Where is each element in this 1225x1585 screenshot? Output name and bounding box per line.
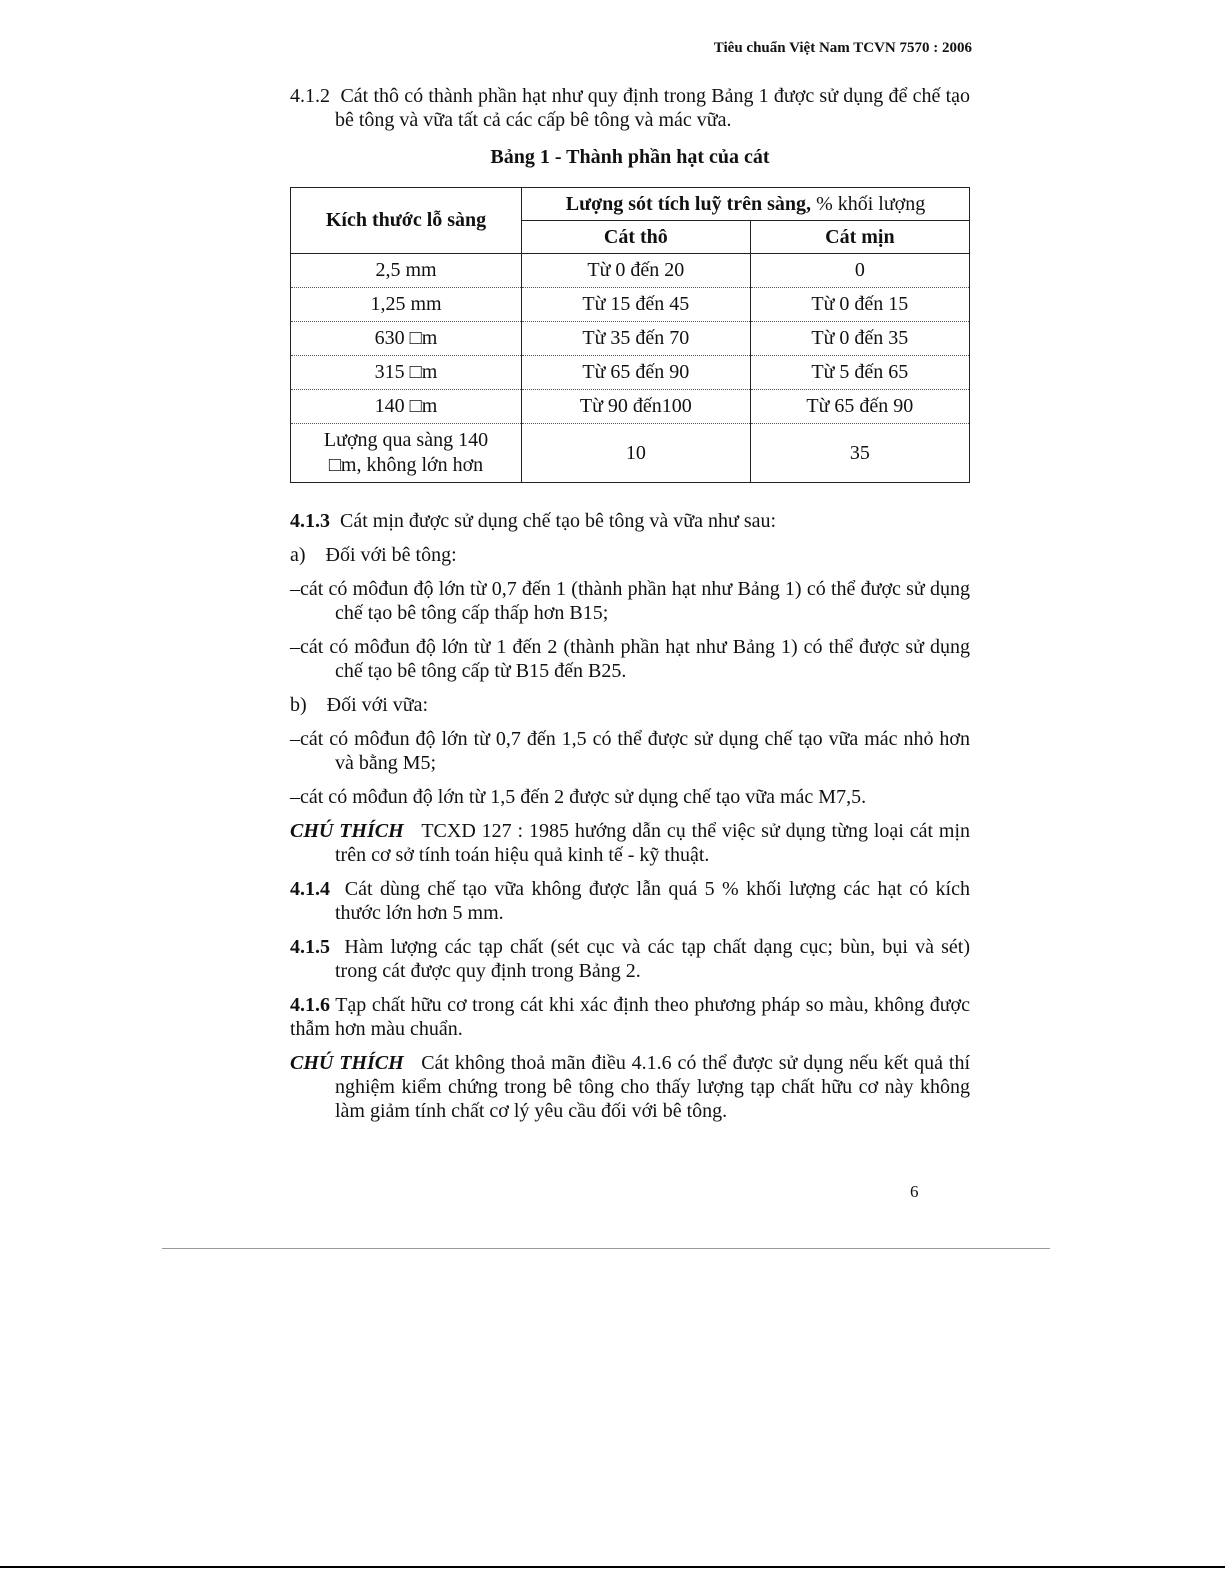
table-row (291, 390, 970, 424)
cell-line: Lượng qua sàng 140 (323, 429, 489, 451)
clause-text: Cát thô có thành phần hạt như quy định trong Bảng 1 được sử dụng để chế tạo bê tông và vữa tất cả các cấp bê tông và mác vữa. (335, 85, 971, 131)
table-cell: Từ 0 đến 15 (750, 288, 969, 322)
document-header: Tiêu chuẩn Việt Nam TCVN 7570 : 2006 (713, 40, 972, 56)
list-text: Đối với bê tông: (325, 544, 457, 566)
table-row (291, 356, 970, 390)
table-cell: 630 □m (291, 322, 522, 356)
clause-text: Cát dùng chế tạo vữa không được lẫn quá 5 % khối lượng các hạt có kích thước lớn hơn 5 mm. (335, 878, 970, 924)
table-cell: Từ 35 đến 70 (522, 322, 751, 356)
clause-4-1-2 (290, 84, 970, 132)
table-cell: Từ 5 đến 65 (750, 356, 969, 390)
table-cell: 0 (750, 254, 969, 288)
clause-text: Cát mịn được sử dụng chế tạo bê tông và vữa như sau: (340, 510, 777, 532)
dash-item: –cát có môđun độ lớn từ 0,7 đến 1 (thành phần hạt như Bảng 1) có thể được sử dụng chế tạo bê tông cấp thấp hơn B15; (290, 578, 970, 624)
table-cell: 35 (750, 424, 969, 483)
table-cell: Từ 65 đến 90 (522, 356, 751, 390)
footer-divider (162, 1248, 1050, 1249)
table-cell: 2,5 mm (291, 254, 522, 288)
table-cell: Từ 90 đến100 (522, 390, 751, 424)
note-text: TCXD 127 : 1985 hướng dẫn cụ thể việc sử dụng từng loại cát mịn trên cơ sở tính toán hiệu quả kinh tế - kỹ thuật. (335, 820, 970, 866)
note-1 (290, 819, 970, 867)
group-header-unit: % khối lượng (816, 192, 926, 215)
clause-4-1-5 (290, 935, 970, 983)
clause-number: 4.1.3 (290, 510, 330, 532)
note-label: CHÚ THÍCH (290, 820, 404, 842)
list-item-a (290, 543, 970, 567)
page-bottom-edge (0, 1566, 1225, 1568)
table-cell (291, 424, 522, 483)
table-row (291, 322, 970, 356)
clause-4-1-4 (290, 877, 970, 925)
table-cell: 10 (522, 424, 751, 483)
table-caption: Bảng 1 - Thành phần hạt của cát (490, 146, 770, 168)
col-header-coarse-sand: Cát thô (522, 221, 751, 254)
table-row (291, 254, 970, 288)
table-cell: Từ 65 đến 90 (750, 390, 969, 424)
clause-number: 4.1.6 (290, 994, 330, 1016)
table-cell: Từ 15 đến 45 (522, 288, 751, 322)
list-label: a) (290, 544, 306, 566)
table-cell: Từ 0 đến 20 (522, 254, 751, 288)
table-cell: 315 □m (291, 356, 522, 390)
clause-number: 4.1.5 (290, 936, 330, 958)
clause-4-1-3 (290, 509, 970, 533)
clause-number: 4.1.4 (290, 878, 330, 900)
table-cell: 140 □m (291, 390, 522, 424)
dash-item: –cát có môđun độ lớn từ 1,5 đến 2 được sử dụng chế tạo vữa mác M7,5. (290, 786, 867, 808)
table-row (291, 424, 970, 483)
cell-line: □m, không lớn hơn (328, 454, 484, 476)
page-number: 6 (910, 1182, 919, 1201)
dash-item: –cát có môđun độ lớn từ 0,7 đến 1,5 có thể được sử dụng chế tạo vữa mác nhỏ hơn và bằng M5; (290, 728, 970, 774)
table-cell: 1,25 mm (291, 288, 522, 322)
list-item-b (290, 693, 970, 717)
page-content (290, 84, 970, 1133)
dash-item: –cát có môđun độ lớn từ 1 đến 2 (thành phần hạt như Bảng 1) có thể được sử dụng chế tạo bê tông cấp từ B15 đến B25. (290, 636, 970, 682)
list-text: Đối với vữa: (326, 694, 429, 716)
note-2 (290, 1051, 970, 1123)
table-row (291, 288, 970, 322)
note-label: CHÚ THÍCH (290, 1052, 404, 1074)
clause-number: 4.1.2 (290, 85, 330, 107)
list-label: b) (290, 694, 307, 716)
group-header-cumulative-residue (522, 188, 970, 221)
note-text: Cát không thoả mãn điều 4.1.6 có thể được sử dụng nếu kết quả thí nghiệm kiểm chứng trong bê tông cho thấy lượng tạp chất hữu cơ này không làm giảm tính chất cơ lý yêu cầu đối với bê tông. (335, 1052, 971, 1122)
clause-4-1-6 (290, 993, 970, 1041)
col-header-sieve-size: Kích thước lỗ sàng (291, 188, 522, 254)
table-cell: Từ 0 đến 35 (750, 322, 969, 356)
clause-text: Tạp chất hữu cơ trong cát khi xác định theo phương pháp so màu, không được thẫm hơn màu chuẩn. (290, 994, 970, 1040)
col-header-fine-sand: Cát mịn (750, 221, 969, 254)
grain-composition-table (290, 187, 970, 483)
group-header-bold: Lượng sót tích luỹ trên sàng, (565, 192, 812, 215)
clause-text: Hàm lượng các tạp chất (sét cục và các tạp chất dạng cục; bùn, bụi và sét) trong cát được quy định trong Bảng 2. (335, 936, 971, 982)
